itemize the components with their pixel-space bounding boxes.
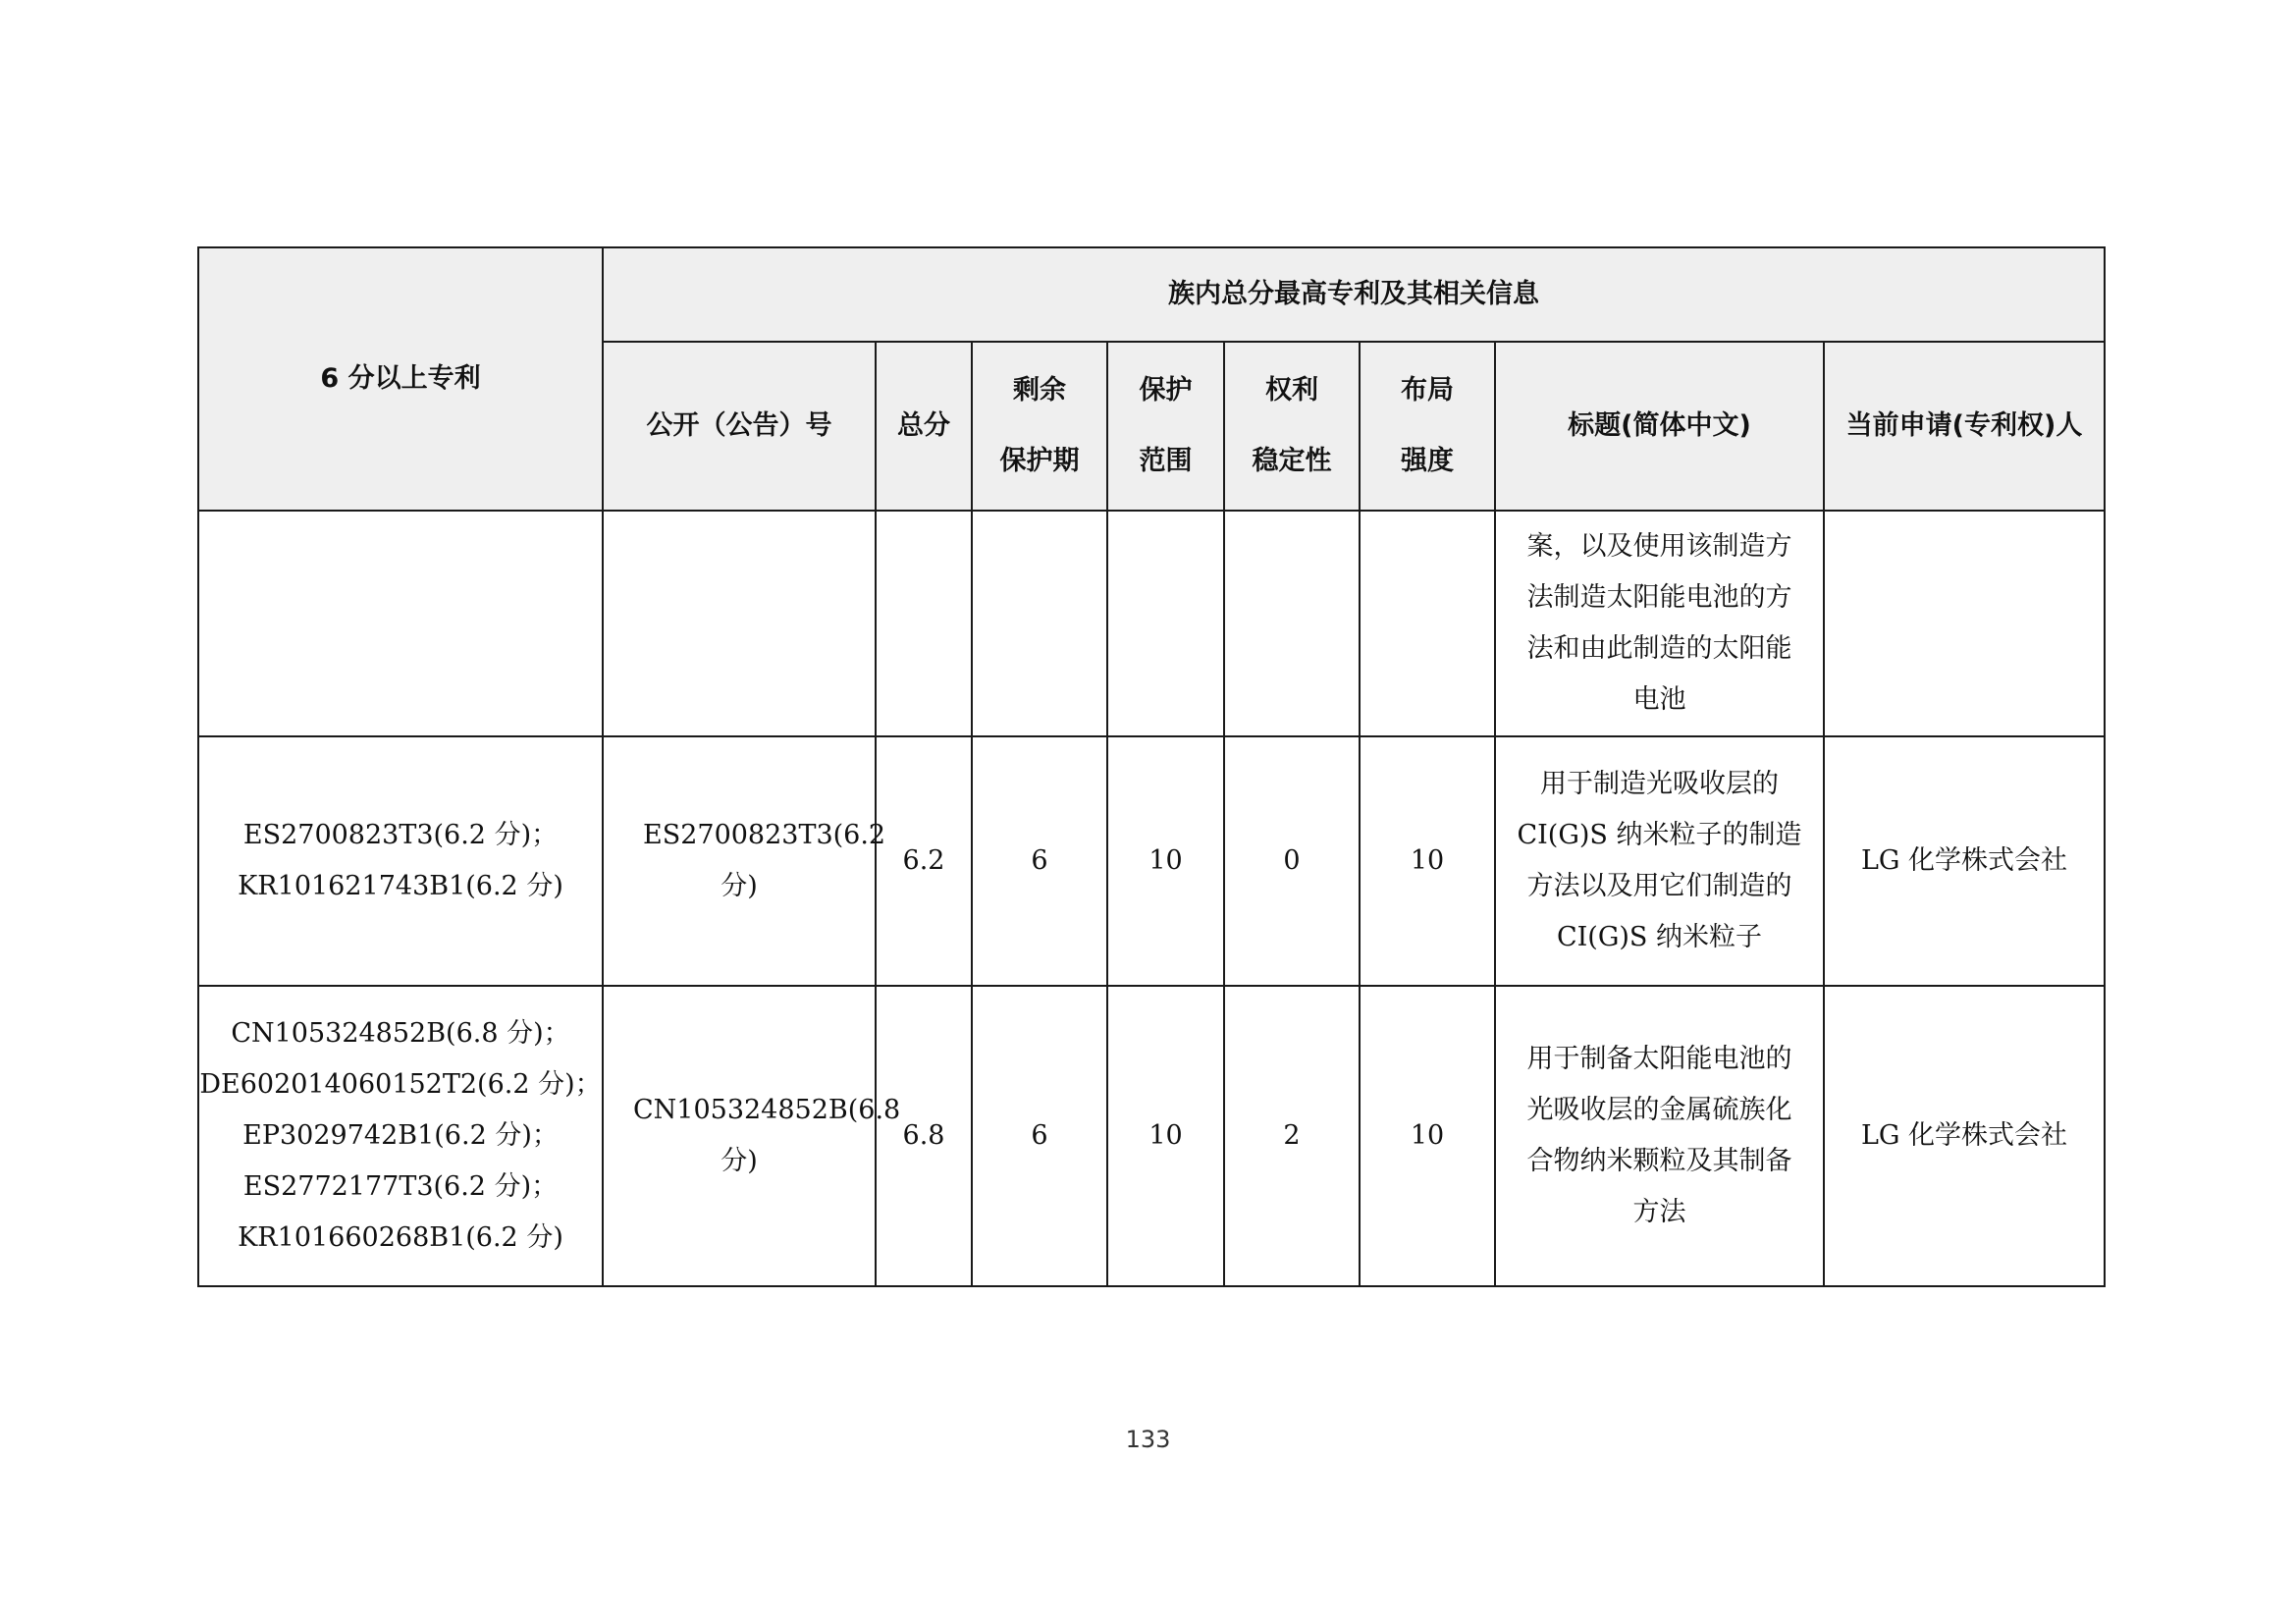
header-protection-scope <box>1107 342 1224 511</box>
table-row <box>198 511 2105 736</box>
patent-entry: CN105324852B(6.8 分)； <box>231 1018 570 1049</box>
cell-publication-number: ES2700823T3(6.2 分) <box>603 736 876 986</box>
cell-total-score: 6.8 <box>876 986 972 1286</box>
title-line: 用于制备太阳能电池的 <box>1526 1044 1792 1074</box>
cell-layout-strength: 10 <box>1360 986 1495 1286</box>
header-scope-line2: 范围 <box>1139 446 1193 476</box>
cell-layout-strength: 10 <box>1360 736 1495 986</box>
header-scope-line1: 保护 <box>1139 375 1193 406</box>
cell-remaining-term: 6 <box>972 736 1107 986</box>
header-remaining-term <box>972 342 1107 511</box>
title-line: CI(G)S 纳米粒子的制造 <box>1517 820 1802 850</box>
cell-title <box>1495 511 1824 736</box>
cell-right-stability: 2 <box>1224 986 1360 1286</box>
header-remaining-line1: 剩余 <box>1013 375 1066 406</box>
patent-entry: ES2772177T3(6.2 分)； <box>242 1171 559 1202</box>
cell-applicant: LG 化学株式会社 <box>1824 736 2105 986</box>
header-right-stability <box>1224 342 1360 511</box>
header-remaining-line2: 保护期 <box>999 446 1080 476</box>
cell-layout-strength <box>1360 511 1495 736</box>
cell-remaining-term: 6 <box>972 986 1107 1286</box>
cell-title <box>1495 736 1824 986</box>
cell-protection-scope: 10 <box>1107 736 1224 986</box>
title-line: CI(G)S 纳米粒子 <box>1556 922 1763 952</box>
header-title: 标题(简体中文) <box>1495 342 1824 511</box>
cell-publication-number: CN105324852B(6.8 分) <box>603 986 876 1286</box>
patent-table <box>197 246 2106 1287</box>
patent-entry: KR101621743B1(6.2 分) <box>238 871 563 901</box>
title-line: 方法 <box>1632 1197 1686 1227</box>
patent-entry: EP3029742B1(6.2 分)； <box>242 1120 559 1151</box>
title-line: 光吸收层的金属硫族化 <box>1526 1095 1792 1125</box>
cell-remaining-term <box>972 511 1107 736</box>
header-publication-number: 公开（公告）号 <box>603 342 876 511</box>
header-stability-line1: 权利 <box>1265 375 1318 406</box>
cell-right-stability: 0 <box>1224 736 1360 986</box>
cell-patents <box>198 511 603 736</box>
header-layout-line2: 强度 <box>1401 446 1454 476</box>
patent-entry: DE602014060152T2(6.2 分)； <box>199 1069 602 1100</box>
title-line: 电池 <box>1632 684 1686 715</box>
cell-applicant <box>1824 511 2105 736</box>
cell-publication-number <box>603 511 876 736</box>
page-number: 133 <box>1125 1426 1171 1453</box>
header-applicant: 当前申请(专利权)人 <box>1824 342 2105 511</box>
cell-title <box>1495 986 1824 1286</box>
title-line: 法和由此制造的太阳能 <box>1526 633 1792 664</box>
patent-entry: KR101660268B1(6.2 分) <box>238 1222 563 1253</box>
title-line: 法制造太阳能电池的方 <box>1526 582 1792 613</box>
header-stability-line2: 稳定性 <box>1252 446 1332 476</box>
cell-patents <box>198 736 603 986</box>
title-line: 案，以及使用该制造方 <box>1526 531 1792 562</box>
cell-applicant: LG 化学株式会社 <box>1824 986 2105 1286</box>
cell-patents <box>198 986 603 1286</box>
cell-total-score: 6.2 <box>876 736 972 986</box>
header-total-score: 总分 <box>876 342 972 511</box>
cell-protection-scope: 10 <box>1107 986 1224 1286</box>
table-row <box>198 736 2105 986</box>
patent-entry: ES2700823T3(6.2 分)； <box>242 820 559 850</box>
title-line: 合物纳米颗粒及其制备 <box>1526 1146 1792 1176</box>
cell-total-score <box>876 511 972 736</box>
table-row <box>198 986 2105 1286</box>
header-family-top-info: 族内总分最高专利及其相关信息 <box>603 247 2105 342</box>
cell-protection-scope <box>1107 511 1224 736</box>
cell-right-stability <box>1224 511 1360 736</box>
header-top-patents: 6 分以上专利 <box>198 247 603 511</box>
header-layout-line1: 布局 <box>1401 375 1454 406</box>
title-line: 方法以及用它们制造的 <box>1526 871 1792 901</box>
title-line: 用于制造光吸收层的 <box>1540 769 1779 799</box>
header-layout-strength <box>1360 342 1495 511</box>
